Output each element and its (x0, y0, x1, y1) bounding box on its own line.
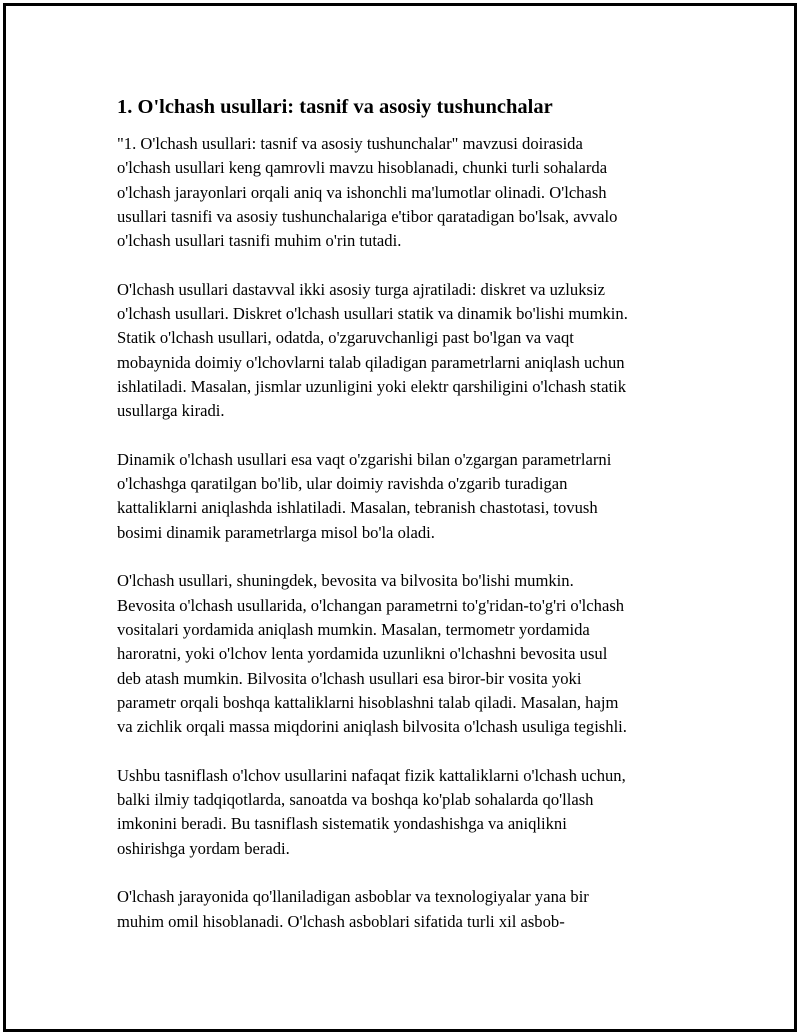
paragraph-line: usullarga kiradi. (117, 401, 225, 421)
document-body (117, 93, 687, 958)
paragraph-line: Statik o'lchash usullari, odatda, o'zgaruvchanligi past bo'lgan va vaqt (117, 328, 574, 348)
paragraph-line: haroratni, yoki o'lchov lenta yordamida uzunlikni o'lchashni bevosita usul (117, 644, 608, 664)
paragraph-line: O'lchash jarayonida qo'llaniladigan asboblar va texnologiyalar yana bir (117, 887, 589, 907)
paragraph-line: "1. O'lchash usullari: tasnif va asosiy tushunchalar" mavzusi doirasida (117, 134, 583, 153)
paragraph-line: balki ilmiy tadqiqotlarda, sanoatda va boshqa ko'plab sohalarda qo'llash (117, 790, 594, 810)
paragraph-line: o'lchashga qaratilgan bo'lib, ular doimiy ravishda o'zgarib turadigan (117, 474, 568, 494)
paragraph-line: Bevosita o'lchash usullarida, o'lchangan parametrni to'g'ridan-to'g'ri o'lchash (117, 595, 625, 615)
paragraph-line: vositalari yordamida aniqlash mumkin. Masalan, termometr yordamida (117, 619, 590, 639)
paragraph-line: kattaliklarni aniqlashda ishlatiladi. Masalan, tebranish chastotasi, tovush (117, 498, 598, 518)
paragraph-line: mobaynida doimiy o'lchovlarni talab qiladigan parametrlarni aniqlash uchun (117, 352, 625, 372)
paragraph-line: va zichlik orqali massa miqdorini aniqlash bilvosita o'lchash usuliga tegishli. (117, 717, 627, 737)
paragraph-4 (117, 569, 687, 739)
paragraph-line: Dinamik o'lchash usullari esa vaqt o'zgarishi bilan o'zgargan parametrlarni (117, 449, 612, 469)
paragraph-line: bosimi dinamik parametrlarga misol bo'la oladi. (117, 522, 435, 542)
paragraph-line: parametr orqali boshqa kattaliklarni hisoblashni talab qiladi. Masalan, hajm (117, 692, 619, 712)
paragraph-line: O'lchash usullari dastavval ikki asosiy turga ajratiladi: diskret va uzluksiz (117, 279, 605, 299)
section-heading: 1. O'lchash usullari: tasnif va asosiy tushunchalar (117, 96, 553, 118)
paragraph-line: muhim omil hisoblanadi. O'lchash asboblari sifatida turli xil asbob- (117, 911, 565, 931)
paragraph-line: o'lchash usullari tasnifi muhim o'rin tutadi. (117, 231, 402, 251)
paragraph-2 (117, 278, 687, 424)
paragraph-6 (117, 885, 687, 934)
paragraph-line: oshirishga yordam beradi. (117, 838, 290, 858)
paragraph-line: Ushbu tasniflash o'lchov usullarini nafaqat fizik kattaliklarni o'lchash uchun, (117, 765, 626, 785)
paragraph-5 (117, 764, 687, 861)
paragraph-line: ishlatiladi. Masalan, jismlar uzunligini yoki elektr qarshiligini o'lchash statik (117, 376, 627, 396)
paragraph-line: o'lchash usullari. Diskret o'lchash usullari statik va dinamik bo'lishi mumkin. (117, 304, 628, 324)
paragraph-line: O'lchash usullari, shuningdek, bevosita va bilvosita bo'lishi mumkin. (117, 571, 574, 591)
paragraph-line: imkonini beradi. Bu tasniflash sistematik yondashishga va aniqlikni (117, 814, 567, 834)
paragraph-1 (117, 132, 687, 253)
paragraph-3 (117, 448, 687, 545)
paragraph-line: usullari tasnifi va asosiy tushunchalariga e'tibor qaratadigan bo'lsak, avvalo (117, 206, 618, 226)
paragraph-line: o'lchash usullari keng qamrovli mavzu hisoblanadi, chunki turli sohalarda (117, 158, 608, 178)
paragraph-line: deb atash mumkin. Bilvosita o'lchash usullari esa biror-bir vosita yoki (117, 668, 582, 688)
paragraph-line: o'lchash jarayonlari orqali aniq va ishonchli ma'lumotlar olinadi. O'lchash (117, 182, 607, 202)
